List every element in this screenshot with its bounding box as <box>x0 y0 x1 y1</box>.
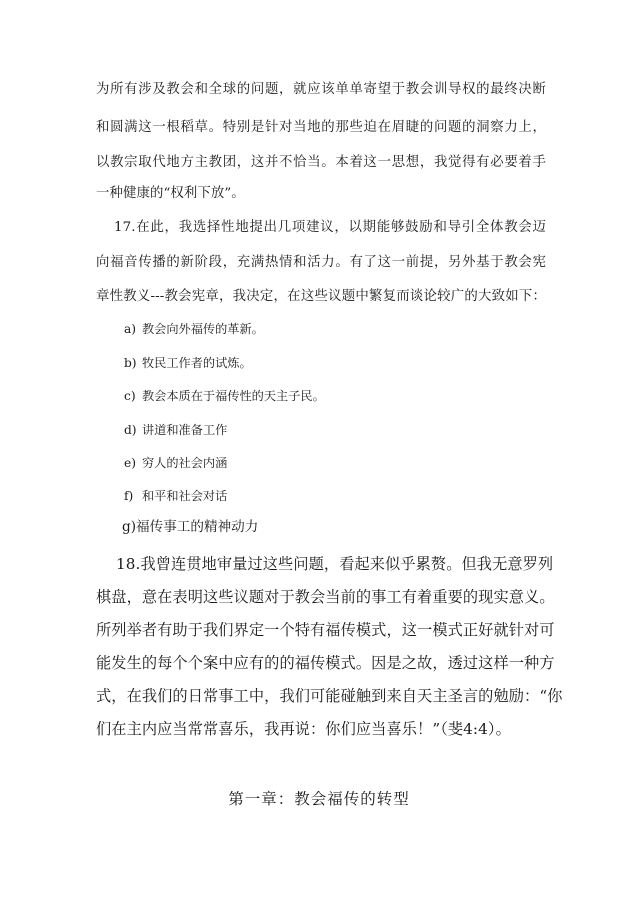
chapter-heading: 第一章：教会福传的转型 <box>228 790 410 808</box>
paragraph-line: 能发生的每个个案中应有的的福传模式。因是之故，透过这样一种方 <box>96 654 555 672</box>
list-marker: d) <box>124 423 137 437</box>
list-item-text: 牧民工作者的试炼。 <box>142 356 252 370</box>
topic-list-item <box>124 454 227 472</box>
list-item-text: 福传事工的精神动力 <box>136 519 259 535</box>
list-item-text: 穷人的社会内涵 <box>142 456 228 470</box>
topic-list-item <box>124 354 252 372</box>
list-marker: f) <box>124 489 134 503</box>
paragraph-line: 棋盘，意在表明这些议题对于教会当前的事工有着重要的现实意义。 <box>96 588 555 606</box>
list-item-text: 教会本质在于福传性的天主子民。 <box>142 389 325 403</box>
paragraph-17-first-line: 17.在此，我选择性地提出几项建议，以期能够鼓励和导引全体教会迈 <box>114 220 546 235</box>
list-marker: g) <box>122 519 137 535</box>
paragraph-18-first-line: 18.我曾连贯地审量过这些问题，看起来似乎累赘。但我无意罗列 <box>116 555 554 573</box>
paragraph-line: 一种健康的“权利下放”。 <box>96 186 245 201</box>
list-marker: b) <box>124 356 137 370</box>
list-item-text: 教会向外福传的革新。 <box>142 322 264 336</box>
paragraph-line: 们在主内应当常常喜乐，我再说：你们应当喜乐！”（斐4:4）。 <box>96 720 511 738</box>
topic-list-item <box>124 320 264 338</box>
paragraph-line: 式，在我们的日常事工中，我们可能碰触到来自天主圣言的勉励：“你 <box>96 687 563 705</box>
paragraph-line: 所列举者有助于我们界定一个特有福传模式，这一模式正好就针对可 <box>96 621 555 639</box>
list-item-text: 讲道和准备工作 <box>142 423 228 437</box>
paragraph-line: 以教宗取代地方主教团，这并不恰当。本着这一思想，我觉得有必要着手 <box>96 155 546 170</box>
topic-list-item <box>124 387 325 405</box>
list-item-text: 和平和社会对话 <box>142 489 228 503</box>
paragraph-line: 和圆满这一根稻草。特别是针对当地的那些迫在眉睫的问题的洞察力上， <box>96 120 546 135</box>
paragraph-line: 向福音传播的新阶段，充满热情和活力。有了这一前提，另外基于教会宪 <box>96 255 546 270</box>
paragraph-line: 章性教义---教会宪章，我决定，在这些议题中繁复而谈论较广的大致如下： <box>96 289 546 304</box>
list-marker: c) <box>124 389 136 403</box>
list-marker: a) <box>124 322 137 336</box>
topic-list-item <box>122 518 258 536</box>
paragraph-line: 为所有涉及教会和全球的问题，就应该单单寄望于教会训导权的最终决断 <box>96 82 546 97</box>
list-marker: e) <box>124 456 136 470</box>
topic-list-item <box>124 487 227 505</box>
topic-list-item <box>124 421 227 439</box>
